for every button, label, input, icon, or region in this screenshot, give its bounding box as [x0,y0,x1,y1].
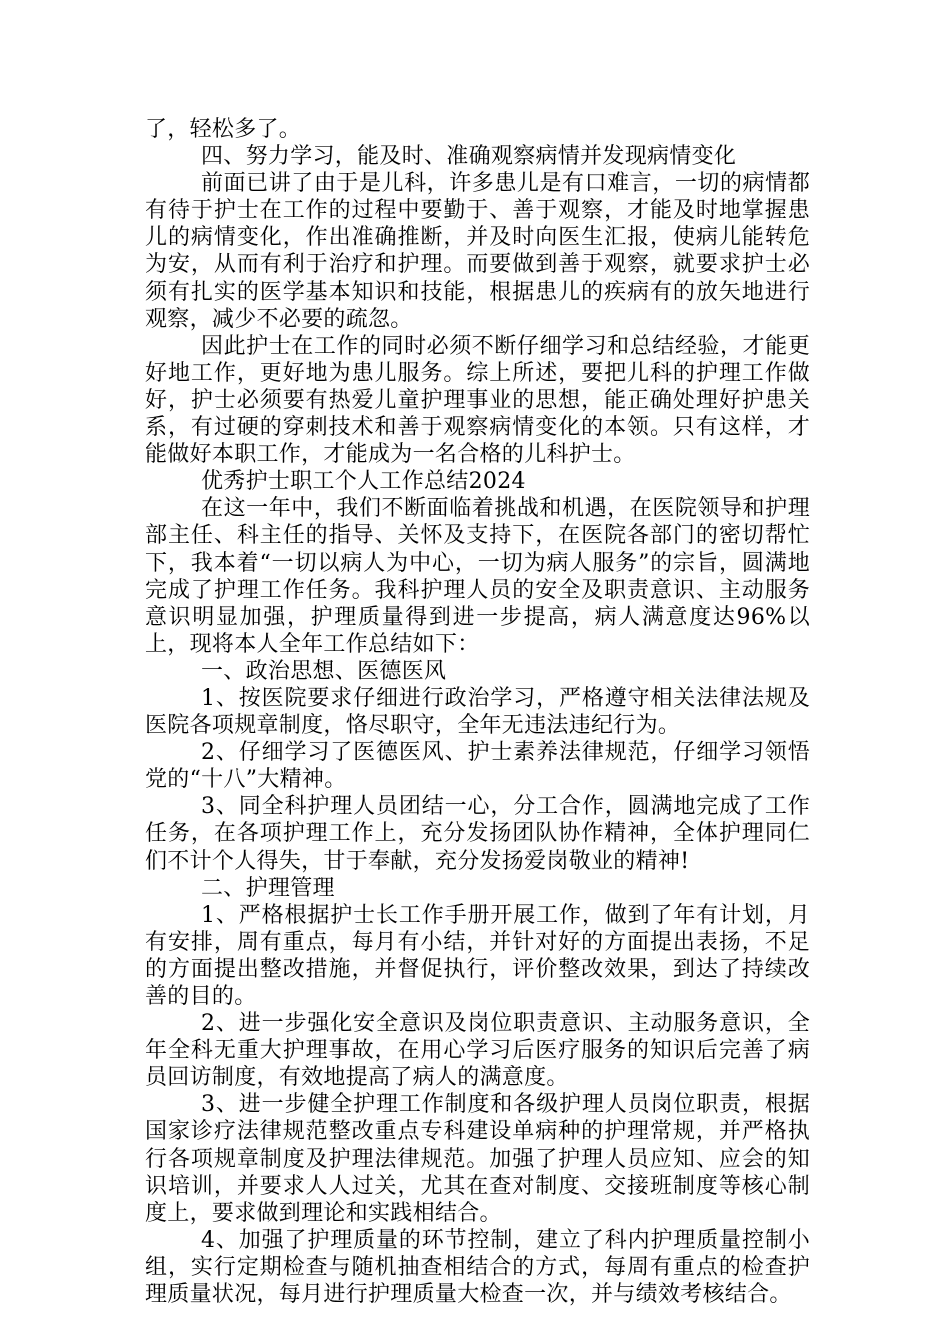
document-title: 优秀护士职工个人工作总结2024 [201,469,526,495]
paragraph: 在这一年中，我们不断面临着挑战和机遇，在医院领导和护理部主任、科主任的指导、关怀及支持下，在医院各部门的密切帮忙下，我本着“一切以病人为中心，一切为病人服务”的宗旨，圆满地完成了护理工作任务。我科护理人员的安全及职责意识、主动服务意识明显加强，护理质量得到进一步提高，病人满意度达96%以上，现将本人全年工作总结如下： [145,496,810,657]
paragraph: 2、进一步强化安全意识及岗位职责意识、主动服务意识，全年全科无重大护理事故，在用心学习后医疗服务的知识后完善了病员回访制度，有效地提高了病人的满意度。 [145,1011,810,1091]
paragraph: 了，轻松多了。 [145,117,302,142]
paragraph: 3、进一步健全护理工作制度和各级护理人员岗位职责，根据国家诊疗法律规范整改重点专科建设单病种的护理常规，并严格执行各项规章制度及护理法律规范。加强了护理人员应知、应会的知识培训，并要求人人过关，尤其在查对制度、交接班制度等核心制度上，要求做到理论和实践相结合。 [145,1092,810,1226]
paragraph: 2、仔细学习了医德医风、护士素养法律规范，仔细学习领悟党的“十八”大精神。 [145,740,810,793]
paragraph: 1、严格根据护士长工作手册开展工作，做到了年有计划，月有安排，周有重点，每月有小结，并针对好的方面提出表扬，不足的方面提出整改措施，并督促执行，评价整改效果，到达了持续改善的目的。 [145,902,810,1009]
section-heading: 二、护理管理 [201,875,335,901]
section-heading: 一、政治思想、医德医风 [201,658,447,684]
section-heading: 四、努力学习，能及时、准确观察病情并发现病情变化 [201,144,737,170]
paragraph: 前面已讲了由于是儿科，许多患儿是有口难言，一切的病情都有待于护士在工作的过程中要勤于、善于观察，才能及时地掌握患儿的病情变化，作出准确推断，并及时向医生汇报，使病儿能转危为安，从而有利于治疗和护理。而要做到善于观察，就要求护士必须有扎实的医学基本知识和技能，根据患儿的疾病有的放矢地进行观察，减少不必要的疏忽。 [145,171,810,332]
document-page [145,116,810,1308]
paragraph: 3、同全科护理人员团结一心，分工合作，圆满地完成了工作任务，在各项护理工作上，充分发扬团队协作精神，全体护理同仁们不计个人得失，甘于奉献，充分发扬爱岗敬业的精神! [145,794,810,874]
paragraph: 因此护士在工作的同时必须不断仔细学习和总结经验，才能更好地工作，更好地为患儿服务。综上所述，要把儿科的护理工作做好，护士必须要有热爱儿童护理事业的思想，能正确处理好护患关系，有过硬的穿刺技术和善于观察病情变化的本领。只有这样，才能做好本职工作，才能成为一名合格的儿科护士。 [145,333,810,468]
paragraph: 1、按医院要求仔细进行政治学习，严格遵守相关法律法规及医院各项规章制度，恪尽职守，全年无违法违纪行为。 [145,685,810,739]
paragraph: 4、加强了护理质量的环节控制，建立了科内护理质量控制小组，实行定期检查与随机抽查相结合的方式，每周有重点的检查护理质量状况，每月进行护理质量大检查一次，并与绩效考核结合。 [145,1227,810,1308]
